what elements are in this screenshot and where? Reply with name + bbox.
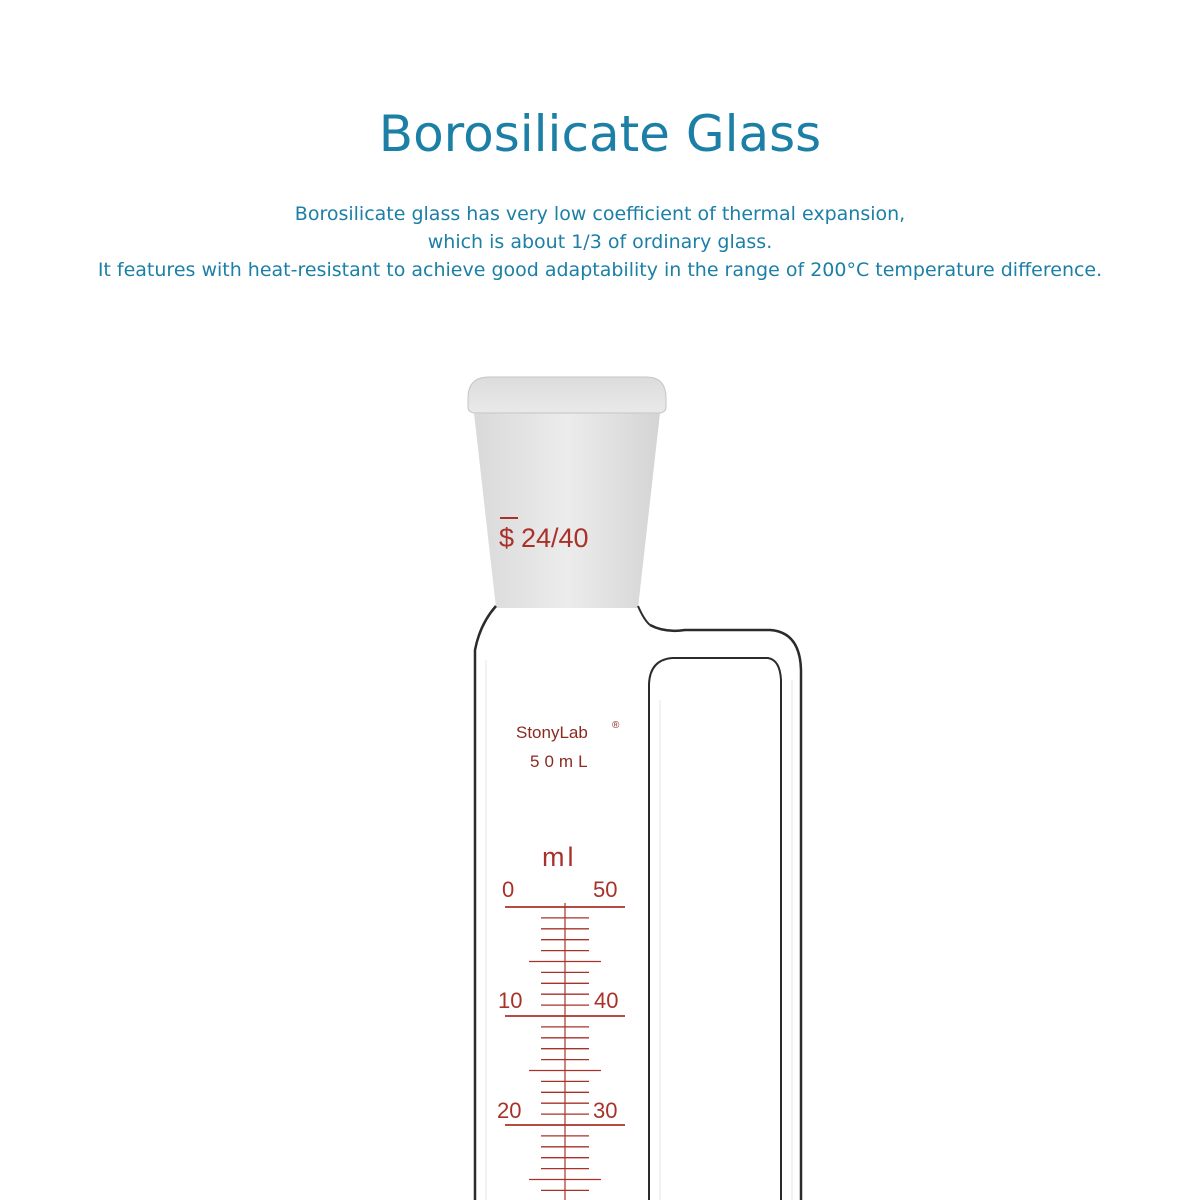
joint-size-label: 24/40	[521, 523, 589, 553]
description-line-3: It features with heat-resistant to achieve good adaptability in the range of 200°C temperature difference.	[97, 259, 1103, 281]
ground-glass-joint	[468, 377, 666, 608]
scale-right-2: 30	[593, 1098, 618, 1123]
description-line-1: Borosilicate glass has very low coefficient of thermal expansion,	[294, 203, 906, 225]
glass-body	[475, 606, 801, 1200]
joint-size-marking	[499, 518, 589, 553]
capacity-label: 50mL	[530, 752, 593, 771]
scale-left-0: 0	[502, 877, 515, 902]
page-title: Borosilicate Glass	[378, 105, 822, 163]
scale-right-0: 50	[593, 877, 618, 902]
scale-right-1: 40	[594, 988, 619, 1013]
standard-taper-icon: $	[499, 523, 515, 553]
description-line-2: which is about 1/3 of ordinary glass.	[427, 231, 773, 253]
brand-trademark: ®	[612, 720, 620, 731]
scale-left-1: 10	[498, 988, 523, 1013]
unit-label: ml	[542, 842, 577, 872]
scale-left-2: 20	[497, 1098, 522, 1123]
graduation-ticks	[505, 903, 625, 1200]
brand-label: StonyLab	[516, 723, 588, 742]
